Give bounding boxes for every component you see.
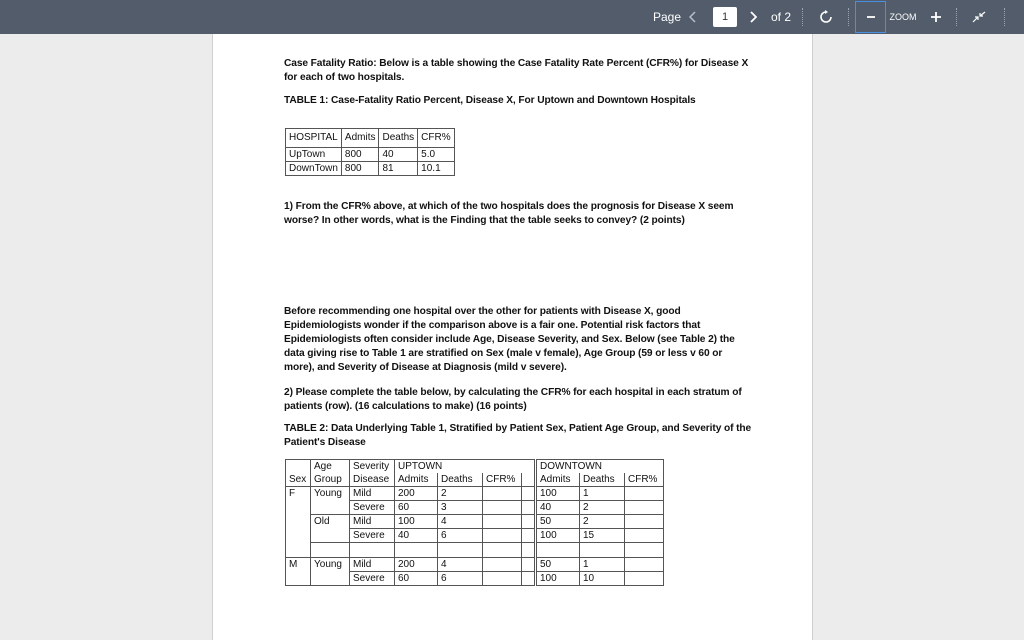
table2-header: Deaths [438,473,483,487]
table2-header: Group [311,473,350,487]
table2-header: Admits [395,473,438,487]
zoom-label: ZOOM [889,12,917,22]
collapse-icon [972,11,986,23]
prev-page-button[interactable] [686,0,700,34]
table2-header: CFR% [483,473,522,487]
table2-cell: 50 [536,557,580,571]
table2-cell: 2 [580,501,625,515]
table-row [286,162,455,176]
table-row [286,148,455,162]
table2-cell: 6 [438,529,483,543]
table1-cell: 40 [379,148,418,162]
table2-cell: Old [311,515,350,529]
table2-cell: 100 [536,571,580,585]
table2-cell: 200 [395,557,438,571]
page-number-input[interactable]: 1 [713,7,737,27]
chevron-right-icon [749,11,757,23]
table-row [286,557,664,571]
table-row [286,501,664,515]
table2-header: Deaths [580,473,625,487]
table2-cell: 15 [580,529,625,543]
table2-cell: 40 [395,529,438,543]
table2-cell: Mild [350,515,395,529]
table2-cell: 3 [438,501,483,515]
question-2: 2) Please complete the table below, by calculating the CFR% for each hospital in each stratum of patients (row). (16 calculations to make) (16 points) [284,387,742,412]
chevron-left-icon [689,11,697,23]
question-1: 1) From the CFR% above, at which of the two hospitals does the prognosis for Disease X seem worse? In other words, what is the Finding that the table seeks to convey? (2 points) [284,201,734,226]
table1-cell: UpTown [286,148,342,162]
rotate-button[interactable] [815,0,837,34]
table2-cell: Mild [350,557,395,571]
table1-header: Deaths [379,129,418,148]
table2-cell: 100 [536,487,580,501]
table1-cell: 5.0 [418,148,454,162]
table2-cell: 2 [580,515,625,529]
table2-cell: 200 [395,487,438,501]
table2-cell: 50 [536,515,580,529]
zoom-out-icon-wrap[interactable] [860,0,882,34]
table2-cell: 6 [438,571,483,585]
table-row [286,571,664,585]
table2-cell: F [286,487,311,501]
table1-cell: 800 [341,162,379,176]
table2-header: CFR% [625,473,664,487]
page-label: Page [652,10,682,24]
table1-cell: 10.1 [418,162,454,176]
collapse-button[interactable] [968,0,990,34]
table2-header: Disease [350,473,395,487]
table1-header: Admits [341,129,379,148]
table1-cell: 800 [341,148,379,162]
table1 [285,128,455,176]
pdf-toolbar [0,0,1024,34]
table2-cell: 4 [438,515,483,529]
table2-cell: Mild [350,487,395,501]
document-viewer[interactable] [0,34,1024,640]
table2-cell: 10 [580,571,625,585]
table2-cell: Severe [350,529,395,543]
table2-header: Sex [286,473,311,487]
table2-header: UPTOWN [395,460,536,474]
table2-header: Severity [350,460,395,474]
table2-cell: 60 [395,501,438,515]
table-row [286,515,664,529]
next-page-button[interactable] [746,0,760,34]
table2 [285,459,664,586]
table-row [286,487,664,501]
table2-cell: 1 [580,557,625,571]
table2-header: Age [311,460,350,474]
table1-title: TABLE 1: Case-Fatality Ratio Percent, Disease X, For Uptown and Downtown Hospitals [284,95,696,106]
table2-cell [625,487,664,501]
paragraph-risk-factors: Before recommending one hospital over the other for patients with Disease X, good Epidemiologists wonder if the comparison above is a fair one. Potential risk factors that Epidemiologists often consider include Age, Disease Severity, and Sex. Below (see Table 2) the data giving rise to Table 1 are stratified on Sex (male v female), Age Group (59 or less v 60 or more), and Severity of Disease at Diagnosis (mild v severe). [284,306,735,373]
table-row [286,529,664,543]
table2-cell: 100 [395,515,438,529]
table1-cell: 81 [379,162,418,176]
table2-cell: 2 [438,487,483,501]
table1-header: HOSPITAL [286,129,342,148]
rotate-icon [819,10,833,24]
table2-cell: 40 [536,501,580,515]
table2-cell: 60 [395,571,438,585]
table1-cell: DownTown [286,162,342,176]
table2-cell: M [286,557,311,571]
table2-cell: Severe [350,501,395,515]
table2-header: Admits [536,473,580,487]
page-count: of 2 [770,10,791,24]
table2-title: TABLE 2: Data Underlying Table 1, Stratified by Patient Sex, Patient Age Group, and Severity of the Patient's Disease [284,423,752,448]
table2-cell: 4 [438,557,483,571]
zoom-in-button[interactable] [927,0,945,34]
table2-cell: 100 [536,529,580,543]
table2-cell: Severe [350,571,395,585]
table2-cell: 1 [580,487,625,501]
table2-cell: Young [311,487,350,501]
table2-cell: Young [311,557,350,571]
minus-icon [866,12,876,22]
plus-icon [930,11,942,23]
intro-paragraph: Case Fatality Ratio: Below is a table showing the Case Fatality Rate Percent (CFR%) for Disease X for each of two hospitals. [284,58,749,83]
table2-header: DOWNTOWN [536,460,664,474]
table1-header: CFR% [418,129,454,148]
pdf-page [212,34,813,640]
table2-cell [483,487,522,501]
